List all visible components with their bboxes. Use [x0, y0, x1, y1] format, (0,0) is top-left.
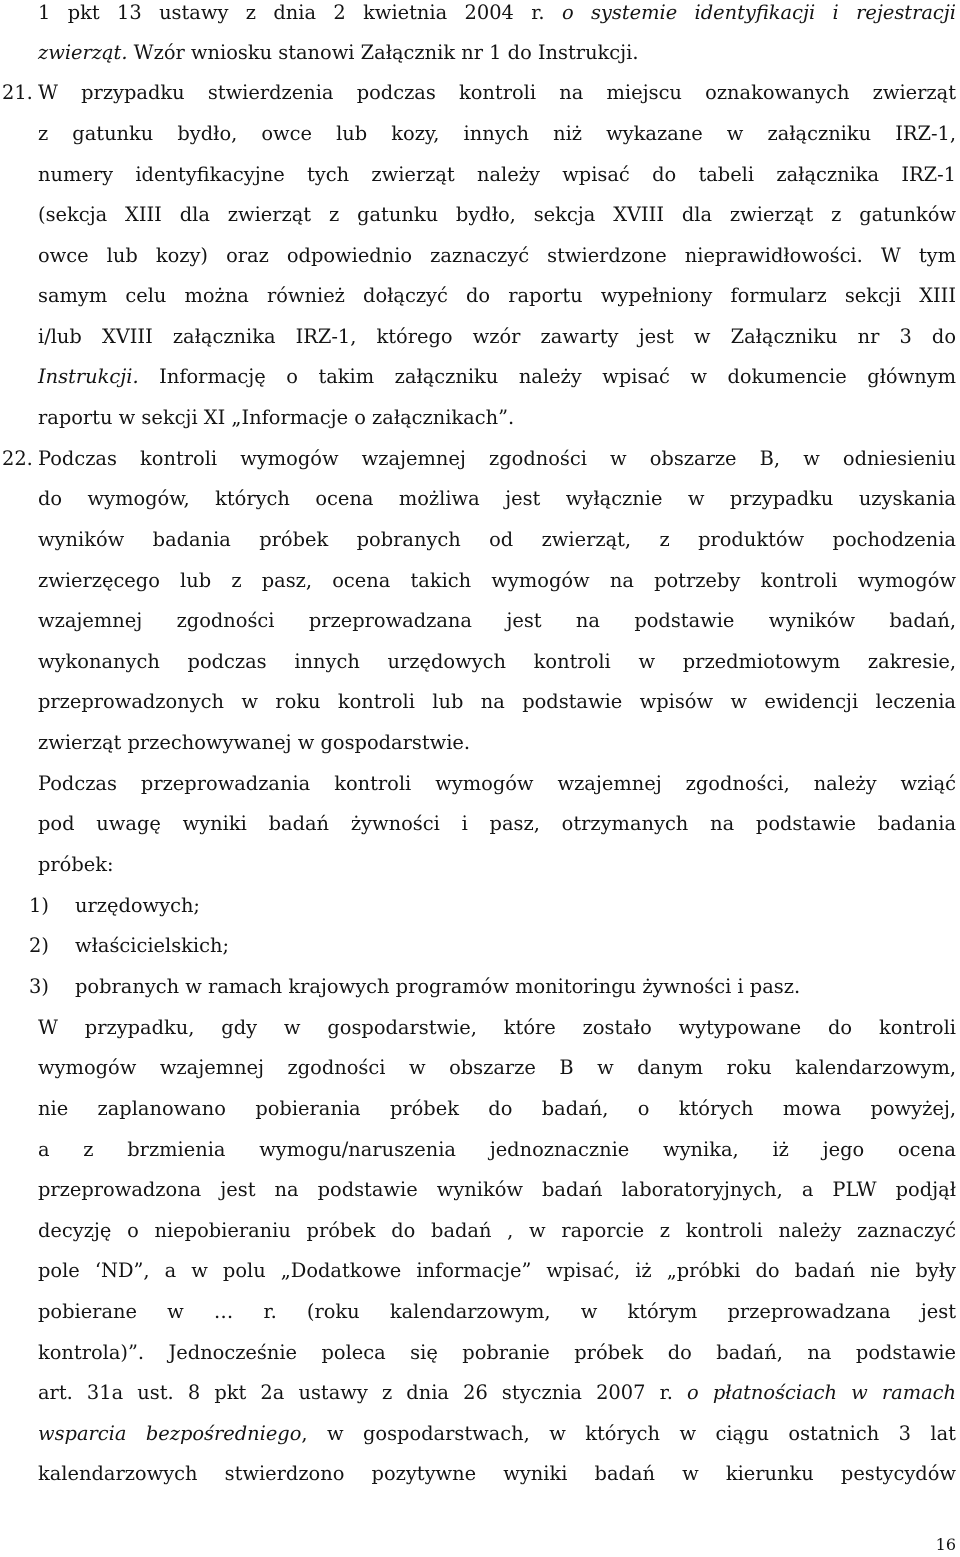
text-line: przeprowadzonych w roku kontroli lub na podstawie wpisów w ewidencji leczenia [38, 690, 956, 713]
italic-title: zwierząt. [38, 41, 128, 64]
text-line: i/lub XVIII załącznika IRZ-1, którego wzór zawarty jest w Załączniku nr 3 do [38, 325, 956, 348]
text-line: (sekcja XIII dla zwierząt z gatunku bydło, sekcja XVIII dla zwierząt z gatunków [38, 203, 956, 226]
text-line: wykonanych podczas innych urzędowych kontroli w przedmiotowym zakresie, [38, 650, 956, 673]
text-line [38, 1373, 956, 1413]
text-line: nie zaplanowano pobierania próbek do badań, o których mowa powyżej, [38, 1097, 956, 1120]
text-line: a z brzmienia wymogu/naruszenia jednoznacznie wynika, iż jego ocena [38, 1138, 956, 1161]
page-number: 16 [935, 1535, 956, 1554]
list-number: 3) [29, 975, 49, 998]
text-line [38, 357, 956, 397]
text-line: pobierane w … r. (roku kalendarzowym, w którym przeprowadzana jest [38, 1300, 956, 1323]
text-fragment: , w gospodarstwach, w których w ciągu ostatnich 3 lat [301, 1422, 956, 1445]
italic-title: wsparcia bezpośredniego [38, 1422, 302, 1445]
text-line: do wymogów, których ocena możliwa jest wyłącznie w przypadku uzyskania [38, 487, 956, 510]
text-fragment: Informację o takim załączniku należy wpisać w dokumencie głównym [159, 365, 956, 388]
text-line [38, 0, 956, 33]
italic-title: Instrukcji. [38, 365, 139, 388]
text-line: przeprowadzona jest na podstawie wyników badań laboratoryjnych, a PLW podjął [38, 1178, 956, 1201]
text-line: raportu w sekcji XI „Informacje o załącznikach”. [38, 406, 515, 429]
text-line: decyzję o niepobieraniu próbek do badań , w raporcie z kontroli należy zaznaczyć [38, 1219, 956, 1242]
text-line: W przypadku, gdy w gospodarstwie, które zostało wytypowane do kontroli [38, 1016, 956, 1039]
text-line: próbek: [38, 853, 114, 876]
text-line: wymogów wzajemnej zgodności w obszarze B w danym roku kalendarzowym, [38, 1056, 956, 1079]
text-line: Podczas przeprowadzania kontroli wymogów wzajemnej zgodności, należy wziąć [38, 772, 956, 795]
list-item: urzędowych; [75, 894, 200, 917]
text-line: kontrola)”. Jednocześnie poleca się pobranie próbek do badań, na podstawie [38, 1341, 956, 1364]
text-line: z gatunku bydło, owce lub kozy, innych niż wykazane w załączniku IRZ-1, [38, 122, 956, 145]
list-item: właścicielskich; [75, 934, 229, 957]
text-line: kalendarzowych stwierdzono pozytywne wyniki badań w kierunku pestycydów [38, 1462, 956, 1485]
text-line: zwierząt przechowywanej w gospodarstwie. [38, 731, 471, 754]
italic-title: o płatnościach w ramach [687, 1381, 957, 1404]
text-line: wzajemnej zgodności przeprowadzana jest na podstawie wyników badań, [38, 609, 956, 632]
text-line: samym celu można również dołączyć do raportu wypełniony formularz sekcji XIII [38, 284, 956, 307]
text-line: wyników badania próbek pobranych od zwierząt, z produktów pochodzenia [38, 528, 956, 551]
italic-title: o systemie identyfikacji i rejestracji [561, 1, 956, 24]
list-number: 2) [29, 934, 49, 957]
paragraph-number: 21. [2, 81, 33, 104]
text-line: Podczas kontroli wymogów wzajemnej zgodności w obszarze B, w odniesieniu [38, 447, 956, 470]
paragraph-number: 22. [2, 447, 33, 470]
text-line: zwierzęcego lub z pasz, ocena takich wymogów na potrzeby kontroli wymogów [38, 569, 956, 592]
text-line: owce lub kozy) oraz odpowiednio zaznaczyć stwierdzone nieprawidłowości. W tym [38, 244, 956, 267]
text-fragment: 1 pkt 13 ustawy z dnia 2 kwietnia 2004 r. [38, 1, 545, 24]
text-line [38, 33, 956, 73]
text-line: pole ‘ND”, a w polu „Dodatkowe informacje” wpisać, iż „próbki do badań nie były [38, 1259, 956, 1282]
text-line: numery identyfikacyjne tych zwierząt należy wpisać do tabeli załącznika IRZ-1 [38, 163, 956, 186]
list-number: 1) [29, 894, 49, 917]
text-line: W przypadku stwierdzenia podczas kontroli na miejscu oznakowanych zwierząt [38, 81, 956, 104]
text-fragment: Wzór wniosku stanowi Załącznik nr 1 do Instrukcji. [133, 41, 639, 64]
text-line [38, 1414, 956, 1454]
list-item: pobranych w ramach krajowych programów monitoringu żywności i pasz. [75, 975, 801, 998]
text-fragment: art. 31a ust. 8 pkt 2a ustawy z dnia 26 stycznia 2007 r. [38, 1381, 673, 1404]
text-line: pod uwagę wyniki badań żywności i pasz, otrzymanych na podstawie badania [38, 812, 956, 835]
